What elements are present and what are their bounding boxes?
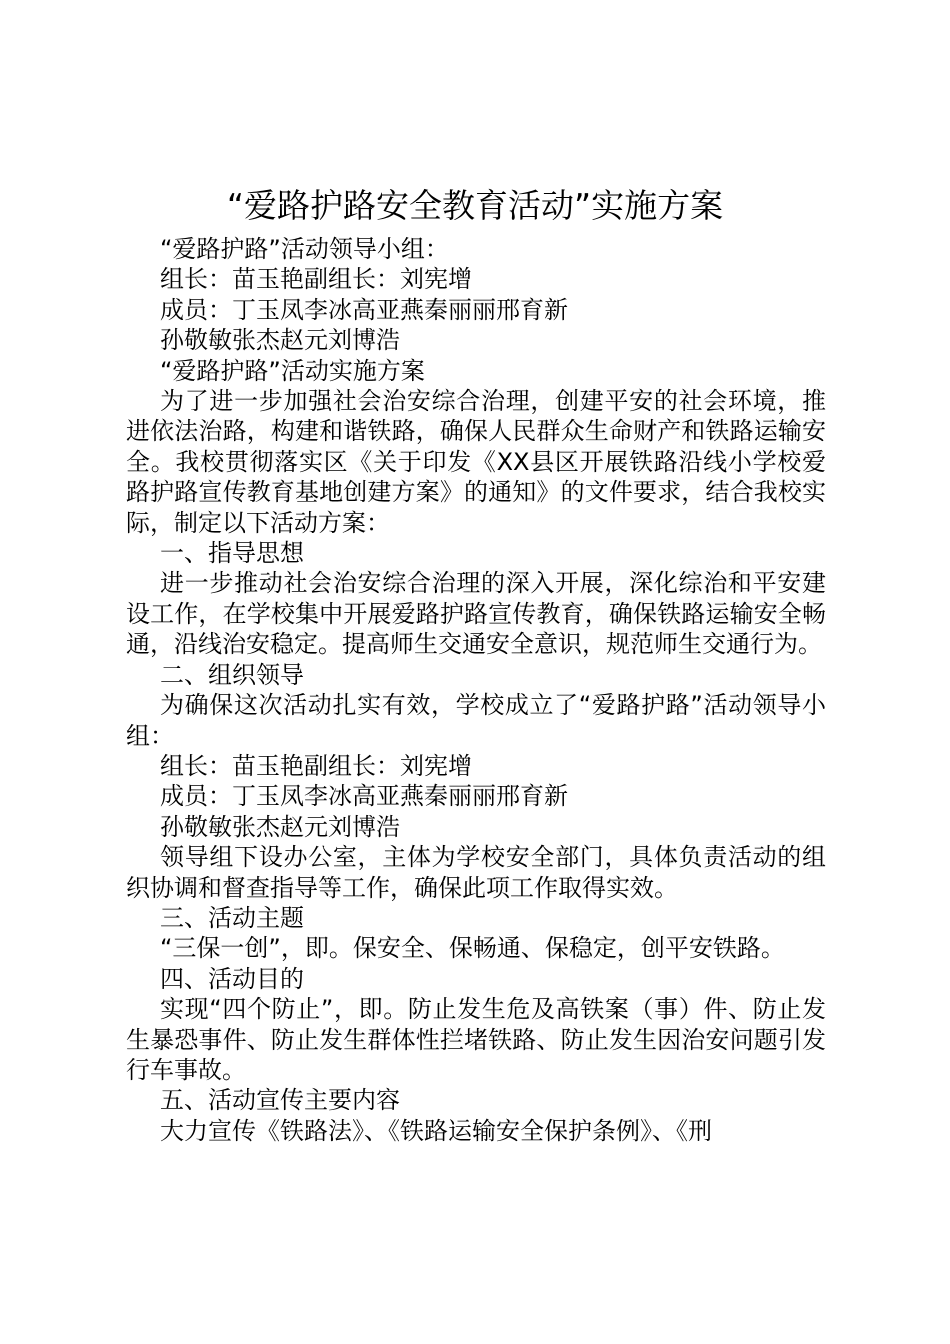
paragraph-organization: 为确保这次活动扎实有效，学校成立了“爱路护路”活动领导小组： bbox=[126, 691, 826, 750]
paragraph-members-continued-repeat: 孙敬敏张杰赵元刘博浩 bbox=[160, 812, 400, 841]
paragraph-leaders-repeat: 组长：苗玉艳副组长：刘宪增 bbox=[160, 751, 472, 780]
document-body bbox=[126, 234, 826, 1146]
paragraph-leaders: 组长：苗玉艳副组长：刘宪增 bbox=[160, 265, 472, 294]
paragraph-plan-heading: “爱路护路”活动实施方案 bbox=[160, 356, 425, 385]
paragraph-introduction: 为了进一步加强社会治安综合治理，创建平安的社会环境，推进依法治路，构建和谐铁路，确保人民群众生命财产和铁路运输安全。我校贯彻落实区《关于印发《XX县区开展铁路沿线小学校爱路护路宣传教育基地创建方案》的通知》的文件要求，结合我校实际，制定以下活动方案： bbox=[126, 387, 826, 537]
section-heading-guiding-ideology: 一、指导思想 bbox=[160, 539, 304, 568]
section-heading-organization: 二、组织领导 bbox=[160, 660, 304, 689]
paragraph-members: 成员：丁玉凤李冰高亚燕秦丽丽邢育新 bbox=[160, 295, 568, 324]
paragraph-purpose: 实现“四个防止”，即。防止发生危及高铁案（事）件、防止发生暴恐事件、防止发生群体性拦堵铁路、防止发生因治安问题引发行车事故。 bbox=[126, 995, 826, 1084]
section-heading-purpose: 四、活动目的 bbox=[160, 964, 304, 993]
paragraph-publicity: 大力宣传《铁路法》、《铁路运输安全保护条例》、《刑 bbox=[160, 1116, 712, 1145]
paragraph-guiding-ideology: 进一步推动社会治安综合治理的深入开展，深化综治和平安建设工作，在学校集中开展爱路护路宣传教育，确保铁路运输安全畅通，沿线治安稳定。提高师生交通安全意识，规范师生交通行为。 bbox=[126, 569, 826, 659]
paragraph-members-repeat: 成员：丁玉凤李冰高亚燕秦丽丽邢育新 bbox=[160, 782, 568, 811]
paragraph-leader-group-heading: “爱路护路”活动领导小组： bbox=[160, 235, 449, 263]
paragraph-members-continued: 孙敬敏张杰赵元刘博浩 bbox=[160, 326, 400, 355]
section-heading-theme: 三、活动主题 bbox=[160, 903, 304, 932]
paragraph-office: 领导组下设办公室，主体为学校安全部门，具体负责活动的组织协调和督查指导等工作，确保此项工作取得实效。 bbox=[126, 843, 826, 902]
paragraph-theme: “三保一创”，即。保安全、保畅通、保稳定，创平安铁路。 bbox=[160, 934, 785, 963]
document-title: “爱路护路安全教育活动”实施方案 bbox=[226, 186, 724, 225]
section-heading-publicity: 五、活动宣传主要内容 bbox=[160, 1086, 400, 1115]
